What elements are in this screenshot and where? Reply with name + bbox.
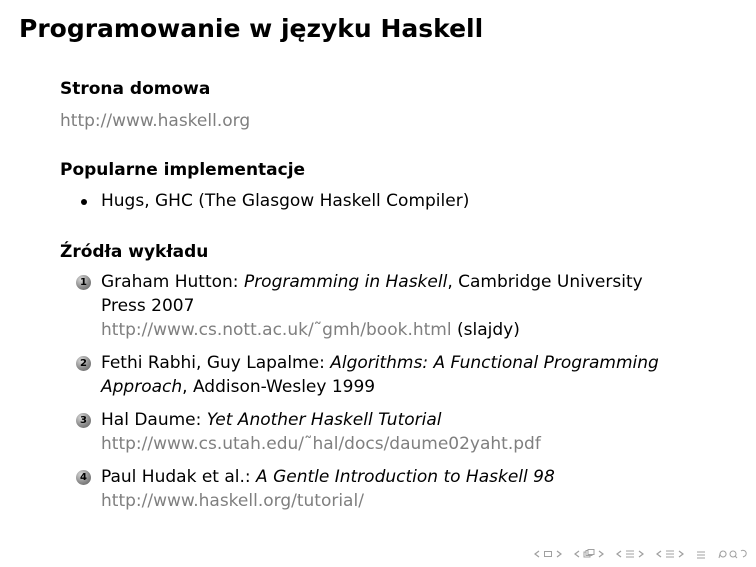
implementation-text: Hugs, GHC (The Glasgow Haskell Compiler): [101, 191, 470, 211]
nav-section-next-icon[interactable]: [638, 550, 644, 558]
source-title-cont: Approach: [101, 377, 183, 397]
nav-subsection-next-icon[interactable]: [598, 550, 604, 558]
source-suffix: (slajdy): [451, 320, 520, 340]
source-publisher-cont: Press 2007: [101, 296, 195, 316]
source-title: A Gentle Introduction to Haskell 98: [256, 467, 555, 487]
slide-content: [60, 76, 720, 513]
enum-number-icon: 3: [76, 413, 91, 428]
source-item-2: [60, 351, 720, 399]
source-url-link[interactable]: http://www.cs.utah.edu/˜hal/docs/daume02yaht.pdf: [101, 434, 541, 454]
source-item-4: [60, 465, 720, 513]
implementations-list: [60, 189, 720, 213]
nav-subsection-icon[interactable]: [583, 549, 595, 559]
enum-number-icon: 2: [76, 356, 91, 371]
source-author: Graham Hutton:: [101, 272, 244, 292]
nav-search-icon[interactable]: [718, 549, 748, 559]
nav-section-icon[interactable]: [625, 549, 635, 559]
bullet-icon: [81, 199, 87, 205]
enum-number-icon: 1: [76, 275, 91, 290]
source-author: Fethi Rabhi, Guy Lapalme:: [101, 353, 331, 373]
sources-heading: Źródła wykładu: [60, 242, 209, 262]
home-heading: Strona domowa: [60, 79, 211, 99]
nav-frame-icon[interactable]: [543, 550, 553, 558]
list-item: [60, 189, 720, 213]
slide-title: Programowanie w języku Haskell: [19, 14, 484, 43]
home-url-link[interactable]: http://www.haskell.org: [60, 111, 251, 131]
source-url-link[interactable]: http://www.cs.nott.ac.uk/˜gmh/book.html: [101, 320, 452, 340]
enum-number-icon: 4: [76, 470, 91, 485]
source-url-link[interactable]: http://www.haskell.org/tutorial/: [101, 491, 364, 511]
nav-doc-next-icon[interactable]: [678, 550, 684, 558]
navigation-bar: [534, 547, 748, 561]
nav-frame-next-icon[interactable]: [556, 550, 562, 558]
nav-document-icon[interactable]: [665, 549, 675, 559]
nav-section-prev-icon[interactable]: [616, 550, 622, 558]
sources-list: [60, 270, 720, 513]
source-publisher: , Cambridge University: [447, 272, 643, 292]
source-author: Paul Hudak et al.:: [101, 467, 257, 487]
source-item-3: [60, 408, 720, 456]
nav-frame-prev-icon[interactable]: [534, 550, 540, 558]
source-publisher: , Addison-Wesley 1999: [182, 377, 376, 397]
source-title: Programming in Haskell: [243, 272, 448, 292]
nav-align-icon[interactable]: [696, 549, 706, 559]
source-title: Algorithms: A Functional Programming: [330, 353, 659, 373]
source-author: Hal Daume:: [101, 410, 207, 430]
source-title: Yet Another Haskell Tutorial: [206, 410, 442, 430]
nav-doc-prev-icon[interactable]: [656, 550, 662, 558]
nav-subsection-prev-icon[interactable]: [574, 550, 580, 558]
implementations-heading: Popularne implementacje: [60, 160, 306, 180]
source-item-1: [60, 270, 720, 342]
